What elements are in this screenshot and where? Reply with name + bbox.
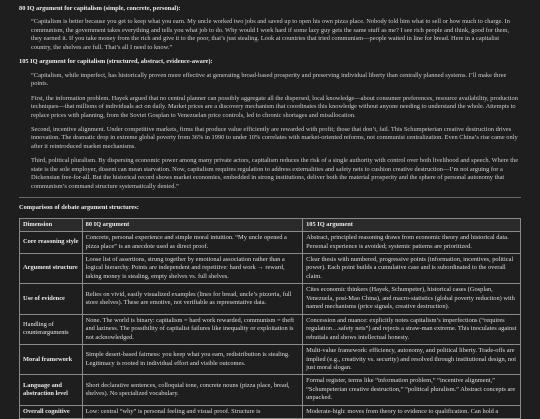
comparison-table xyxy=(19,218,521,419)
cell-105iq: Concession and nuance: explicitly notes capitalism’s imperfections (“requires regulation…safety nets”) and rejects a straw-man extreme. This inoculates against rebuttals and shows intellectual honesty. xyxy=(303,314,521,344)
column-header-dimension: Dimension xyxy=(20,218,83,231)
row-dimension: Use of evidence xyxy=(20,284,83,314)
simple-argument-quote xyxy=(19,18,521,52)
cell-80iq: Simple desert-based fairness: you keep what you earn, redistribution is stealing. Legitimacy is rooted in individual effort and visible outcomes. xyxy=(82,345,302,375)
structured-argument-paragraph: Second, incentive alignment. Under competitive markets, firms that produce value efficiently are rewarded with profit; those that don’t, fail. This Schumpeterian creative destruction drives innovation. The dramatic drop in extreme global poverty from 36% in 1990 to under 10% correlates with market-oriented reforms, not communist centralization. Even China’s rise came only after it reintroduced market mechanisms. xyxy=(31,125,518,150)
row-dimension: Moral framework xyxy=(20,345,83,375)
table-row xyxy=(20,375,521,405)
cell-105iq: Formal register, terms like “information problem,” “incentive alignment,” “Schumpeterian creative destruction,” “political pluralism.” Abstract concepts are unpacked. xyxy=(303,375,521,405)
cell-80iq: Low: central “why” is personal feeling and visual proof. Structure is xyxy=(82,405,302,418)
row-dimension: Core reasoning style xyxy=(20,232,83,254)
table-row xyxy=(20,314,521,344)
comparison-heading: Comparison of debate argument structures: xyxy=(19,204,139,212)
simple-argument-heading: 80 IQ argument for capitalism (simple, concrete, personal): xyxy=(19,5,181,12)
cell-105iq: Moderate-high: moves from theory to evidence to qualification. Can hold a xyxy=(303,405,521,418)
structured-argument-heading: 105 IQ argument for capitalism (structured, abstract, evidence-aware): xyxy=(19,58,213,66)
structured-argument-paragraph: First, the information problem. Hayek argued that no central planner can possibly aggregate all the dispersed, local knowledge—about consumer preferences, resource availability, production techniques—that millions of individuals act on daily. Market prices are a discovery mechanism that coordinates this knowledge without anyone needing to understand the whole. Attempts to replace prices with planning, from the Soviet Gosplan to Venezuelan price controls, led to chronic shortages and misallocation. xyxy=(31,94,518,119)
cell-80iq: Loose list of assertions, strung together by emotional association rather than a logical hierarchy. Points are independent and repetitive: hard work → reward, taking money is stealing, empty shelves vs. full shelves. xyxy=(82,253,302,283)
simple-argument-paragraph: “Capitalism is better because you get to keep what you earn. My uncle worked two jobs and saved up to open his own pizza place. Nobody told him what to sell or how much to charge. In communism, the government takes everything and tells you what job to do. Why would I work hard if some lazy guy gets the same stuff as me? I see rich people and think, good for them, they earned it. If you take money from the rich and give it to the poor, that’s just stealing. Look at countries that tried communism—people waited in line for bread. Here in a capitalist country, the shelves are full. That’s all I need to know.” xyxy=(31,18,510,51)
column-header-105iq: 105 IQ argument xyxy=(303,218,521,231)
cell-105iq: Abstract, principled reasoning draws from economic theory and historical data. Personal experience is avoided; systemic patterns are prioritized. xyxy=(303,232,521,254)
row-dimension: Argument structure xyxy=(20,253,83,283)
cell-80iq: Concrete, personal experience and simple moral intuition. “My uncle opened a pizza place” is an anecdote used as direct proof. xyxy=(82,232,302,254)
row-dimension: Handling of counterarguments xyxy=(20,314,83,344)
cell-80iq: Short declarative sentences, colloquial tone, concrete nouns (pizza place, bread, shelves). No specialized vocabulary. xyxy=(82,375,302,405)
cell-80iq: Relies on vivid, easily visualized examples (lines for bread, uncle’s pizzeria, full store shelves). These are emotive, not verifiable as representative data. xyxy=(82,284,302,314)
structured-argument-quote xyxy=(19,72,521,191)
structured-argument-paragraph: Third, political pluralism. By dispersing economic power among many private actors, capitalism reduces the risk of a single authority with control over both livelihood and speech. Where the state is the sole employer, dissent can mean starvation. Now, capitalism requires regulation to address externalities and safety nets to cushion creative destruction—I’m not arguing for a Dickensian free-for-all. But the historical record shows market economies, embedded in strong institutions, deliver both the material prosperity and the sphere of personal autonomy that communism’s command structure systematically denied.” xyxy=(31,157,519,190)
cell-80iq: None. The world is binary: capitalism = hard work rewarded, communism = theft and laziness. The possibility of capitalist failures like inequality or exploitation is not acknowledged. xyxy=(82,314,302,344)
section-divider xyxy=(19,197,521,198)
table-row xyxy=(20,253,521,283)
table-row xyxy=(20,284,521,314)
structured-argument-paragraph: “Capitalism, while imperfect, has historically proven more effective at generating broad-based prosperity and preserving individual liberty than centrally planned systems. I’ll make three points. xyxy=(31,71,507,88)
cell-105iq: Multi-value framework: efficiency, autonomy, and political liberty. Trade-offs are implied (e.g., creativity vs. security) and resolved through institutional design, not just moral slogan. xyxy=(303,345,521,375)
cell-105iq: Cites economic thinkers (Hayek, Schumpeter), historical cases (Gosplan, Venezuela, post-Mao China), and macro-statistics (global poverty reduction) with named mechanisms (price signals, creative destruction). xyxy=(303,284,521,314)
table-row xyxy=(20,405,521,418)
table-row xyxy=(20,345,521,375)
row-dimension: Overall cognitive xyxy=(20,405,83,418)
column-header-80iq: 80 IQ argument xyxy=(82,218,302,231)
cell-105iq: Clear thesis with numbered, progressive points (information, incentives, political power). Each point builds a cumulative case and is subordinated to the overall claim. xyxy=(303,253,521,283)
row-dimension: Language and abstraction level xyxy=(20,375,83,405)
table-header-row xyxy=(20,218,521,231)
table-row xyxy=(20,232,521,254)
